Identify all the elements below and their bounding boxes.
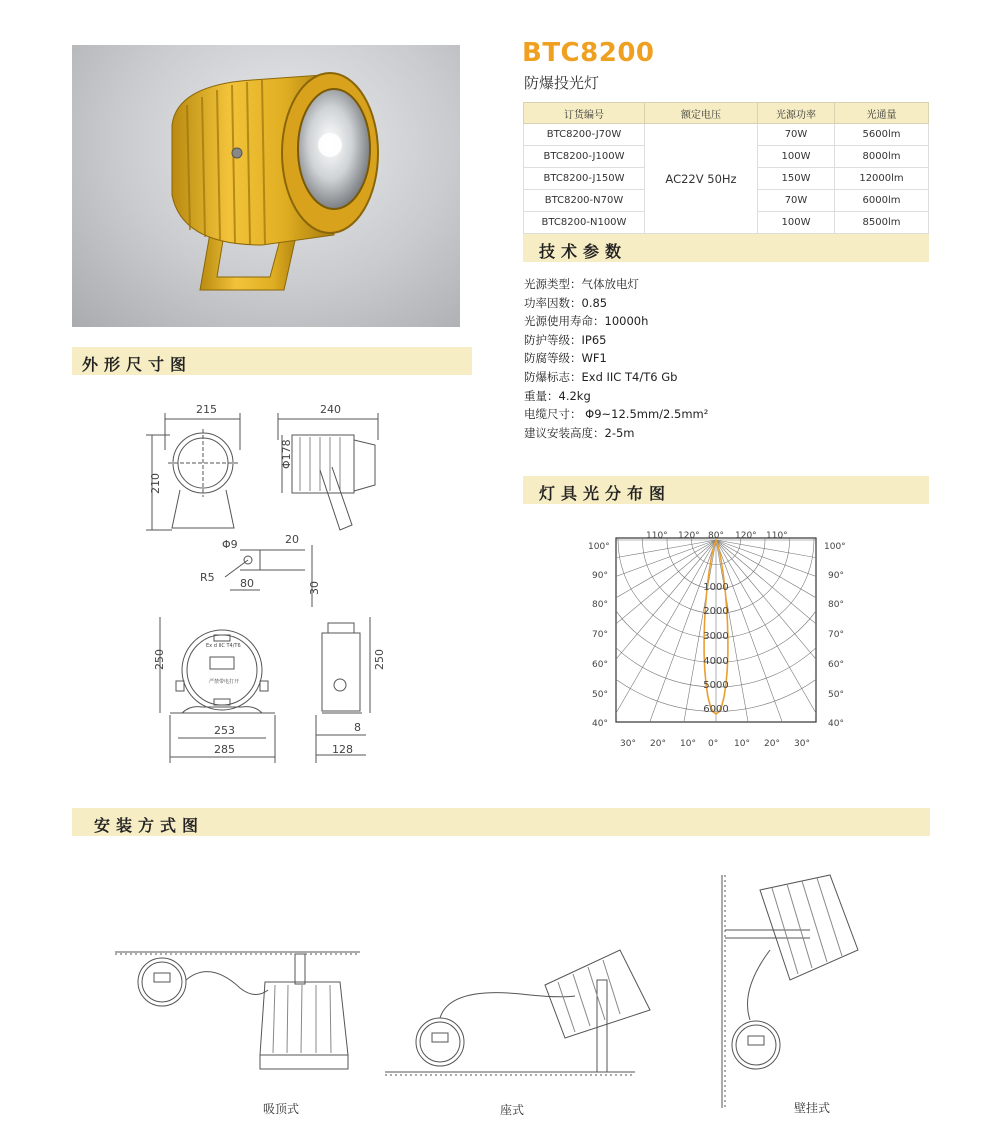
section-title-dimensions: 外形尺寸图 <box>82 355 193 374</box>
cell-code: BTC8200-J150W <box>524 168 645 190</box>
box-label-warning: 严禁带电打开 <box>209 679 240 685</box>
cell-code: BTC8200-J70W <box>524 124 645 146</box>
cell-code: BTC8200-N70W <box>524 190 645 212</box>
cell-voltage: AC22V 50Hz <box>645 124 758 234</box>
cell-power: 150W <box>758 168 835 190</box>
tech-params-list <box>524 275 708 442</box>
bottom-angle-label: 20° <box>764 739 780 749</box>
right-angle-label: 90° <box>828 571 844 581</box>
param-lifetime: 光源使用寿命：10000h <box>524 314 649 329</box>
dim-bracket-top: 20 <box>285 533 299 546</box>
left-angle-label: 50° <box>592 690 608 700</box>
dim-box-side-8: 8 <box>354 721 361 734</box>
right-angle-label: 70° <box>828 630 844 640</box>
cell-code: BTC8200-N100W <box>524 212 645 234</box>
dim-front-height: 210 <box>149 473 162 494</box>
header-power: 光源功率 <box>758 103 835 124</box>
right-angle-label: 40° <box>828 719 844 729</box>
intensity-label: 2000 <box>703 606 729 617</box>
param-corrosion: 防腐等级：WF1 <box>524 351 607 366</box>
left-angle-label: 80° <box>592 600 608 610</box>
left-angle-label: 70° <box>592 630 608 640</box>
dim-side-diameter: Φ178 <box>280 439 293 469</box>
bottom-angle-label: 0° <box>708 739 719 749</box>
header-flux: 光通量 <box>835 103 929 124</box>
dim-box-side-height: 250 <box>373 649 386 670</box>
cell-flux: 6000lm <box>835 190 929 212</box>
bottom-angle-label: 20° <box>650 739 666 749</box>
section-title-install: 安装方式图 <box>94 816 205 835</box>
param-cable: 电缆尺寸： Φ9~12.5mm/2.5mm² <box>524 407 709 422</box>
top-angle-label: 110° <box>646 531 668 541</box>
bottom-angle-label: 10° <box>680 739 696 749</box>
top-angle-label: 80° <box>708 531 724 541</box>
cell-flux: 5600lm <box>835 124 929 146</box>
dim-box-outer-width: 285 <box>214 743 235 756</box>
spec-table <box>523 102 929 234</box>
section-band-light <box>523 476 929 504</box>
header-voltage: 额定电压 <box>645 103 758 124</box>
cell-power: 70W <box>758 124 835 146</box>
cell-flux: 8000lm <box>835 146 929 168</box>
param-height: 建议安装高度：2-5m <box>524 425 635 440</box>
bottom-angle-label: 10° <box>734 739 750 749</box>
grid-radial <box>716 540 805 752</box>
right-angle-label: 60° <box>828 660 844 670</box>
top-angle-label: 110° <box>766 531 788 541</box>
right-angle-label: 50° <box>828 690 844 700</box>
section-title-tech: 技术参数 <box>539 242 628 261</box>
param-light-type: 光源类型：气体放电灯 <box>524 277 639 291</box>
dim-box-side-width: 128 <box>332 743 353 756</box>
grid-radial <box>627 540 719 752</box>
dim-side-width: 240 <box>320 403 341 416</box>
param-power-factor: 功率因数：0.85 <box>524 295 608 310</box>
dim-bracket-radius: R5 <box>200 571 215 584</box>
grid-radial <box>716 540 870 707</box>
dim-bracket-len: 80 <box>240 577 254 590</box>
right-angle-label: 80° <box>828 600 844 610</box>
product-model: BTC8200 <box>522 38 655 68</box>
cell-code: BTC8200-J100W <box>524 146 645 168</box>
intensity-label: 4000 <box>703 656 729 667</box>
param-weight: 重量：4.2kg <box>524 388 591 403</box>
right-angle-label: 100° <box>824 542 846 552</box>
dim-box-height-left: 250 <box>153 649 166 670</box>
cell-flux: 12000lm <box>835 168 929 190</box>
header-order-code: 订货编号 <box>524 103 645 124</box>
top-angle-label: 120° <box>678 531 700 541</box>
product-photo <box>72 45 460 327</box>
cell-power: 70W <box>758 190 835 212</box>
cell-power: 100W <box>758 146 835 168</box>
bottom-angle-label: 30° <box>620 739 636 749</box>
grid-radial <box>716 540 870 585</box>
top-angle-label: 120° <box>735 531 757 541</box>
light-distribution-chart <box>580 528 870 752</box>
spec-table-header <box>524 103 929 124</box>
dim-box-inner-width: 253 <box>214 724 235 737</box>
dimension-labels <box>149 403 386 756</box>
dim-bracket-hole: Φ9 <box>222 538 238 551</box>
section-title-light: 灯具光分布图 <box>539 484 672 503</box>
param-ip: 防护等级：IP65 <box>524 332 607 347</box>
install-label-floor: 座式 <box>500 1103 525 1117</box>
table-row <box>524 124 929 146</box>
product-name: 防爆投光灯 <box>524 74 600 92</box>
section-band-install <box>72 808 930 836</box>
section-band-dimensions <box>72 347 472 375</box>
installation-drawings <box>110 870 930 1110</box>
cell-flux: 8500lm <box>835 212 929 234</box>
intensity-label: 1000 <box>703 582 729 593</box>
grid-radial <box>716 540 870 739</box>
left-angle-label: 100° <box>588 542 610 552</box>
dimension-drawing <box>130 395 420 770</box>
left-angle-label: 90° <box>592 571 608 581</box>
dim-bracket-h: 30 <box>308 581 321 595</box>
section-band-tech <box>523 234 929 262</box>
cell-power: 100W <box>758 212 835 234</box>
lamp-illustration <box>72 45 460 327</box>
left-angle-label: 60° <box>592 660 608 670</box>
install-label-wall: 壁挂式 <box>794 1101 831 1115</box>
bottom-angle-label: 30° <box>794 739 810 749</box>
grid-radial <box>716 540 846 752</box>
intensity-label: 5000 <box>703 680 729 691</box>
dim-front-width: 215 <box>196 403 217 416</box>
left-angle-label: 40° <box>592 719 608 729</box>
param-ex-mark: 防爆标志：Exd IIC T4/T6 Gb <box>524 369 678 384</box>
box-label-ex: Ex d IIC T4/T6 <box>206 643 241 649</box>
intensity-label: 6000 <box>703 704 729 715</box>
install-label-ceiling: 吸顶式 <box>263 1102 300 1116</box>
intensity-label: 3000 <box>703 631 729 642</box>
